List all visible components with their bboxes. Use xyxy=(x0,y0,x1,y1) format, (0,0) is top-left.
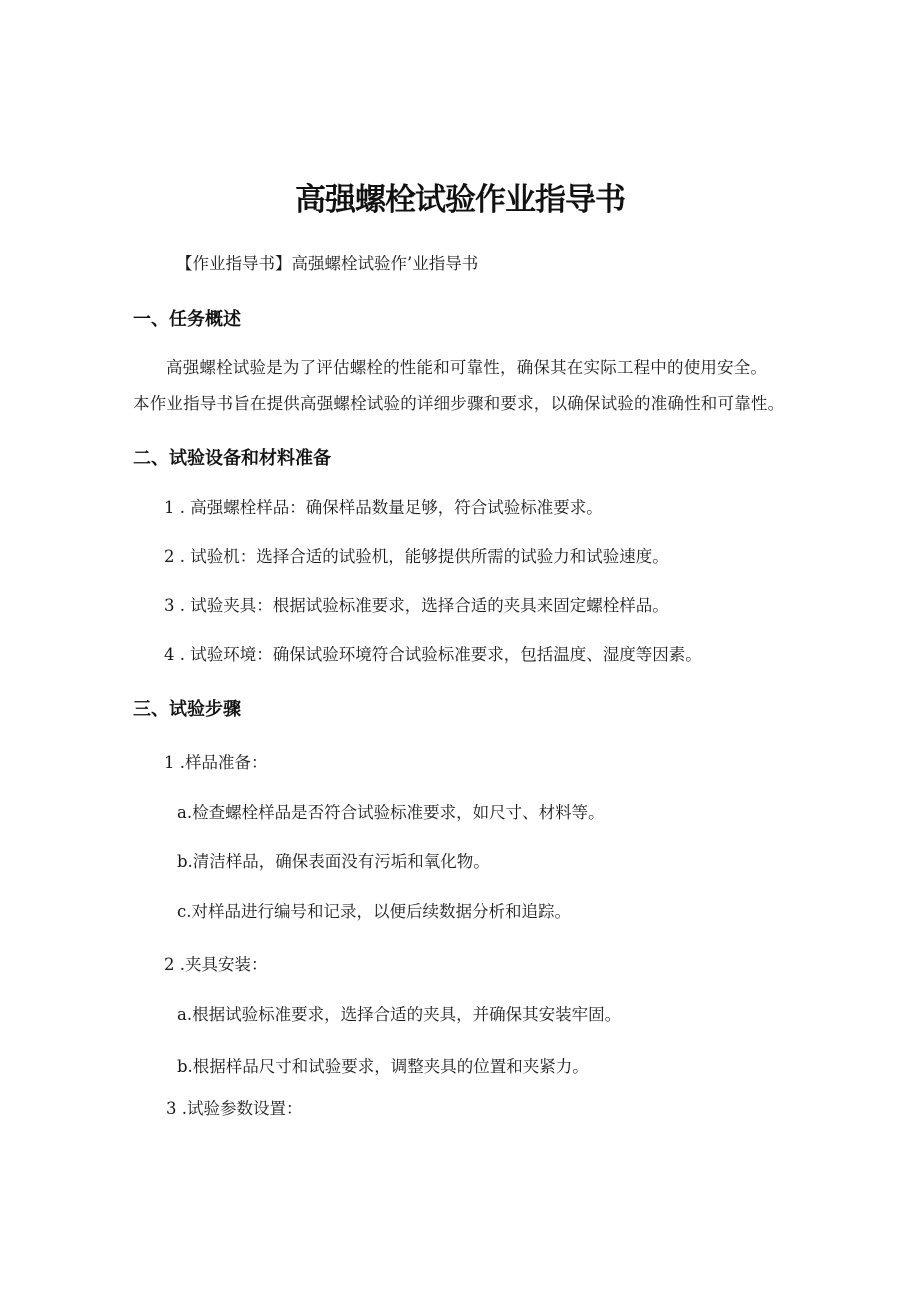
step-sub-item: b.清洁样品，确保表面没有污垢和氧化物。 xyxy=(177,852,490,871)
section-heading-equipment: 二、试验设备和材料准备 xyxy=(133,448,331,469)
overview-paragraph-line-2: 本作业指导书旨在提供高强螺栓试验的详细步骤和要求，以确保试验的准确性和可靠性。 xyxy=(133,394,785,413)
step-label-parameter-setup: 3 .试验参数设置： xyxy=(166,1099,303,1118)
overview-paragraph-line-1: 高强螺栓试验是为了评估螺栓的性能和可靠性，确保其在实际工程中的使用安全。 xyxy=(166,358,768,377)
step-label-fixture-install: 2 .夹具安装： xyxy=(164,955,268,974)
step-sub-item: b.根据样品尺寸和试验要求，调整夹具的位置和夹紧力。 xyxy=(177,1057,589,1076)
step-sub-item: c.对样品进行编号和记录，以便后续数据分析和追踪。 xyxy=(177,902,571,921)
document-subtitle: 【作业指导书】高强螺栓试验作’业指导书 xyxy=(176,254,479,273)
document-title: 高强螺栓试验作业指导书 xyxy=(295,182,625,218)
equipment-item: 2 . 试验机：选择合适的试验机，能够提供所需的试验力和试验速度。 xyxy=(164,547,669,566)
step-sub-item: a.检查螺栓样品是否符合试验标准要求，如尺寸、材料等。 xyxy=(177,803,605,822)
section-heading-steps: 三、试验步骤 xyxy=(133,699,241,720)
equipment-item: 1 . 高强螺栓样品：确保样品数量足够，符合试验标准要求。 xyxy=(164,498,603,517)
step-sub-item: a.根据试验标准要求，选择合适的夹具，并确保其安装牢固。 xyxy=(177,1005,622,1024)
section-heading-overview: 一、任务概述 xyxy=(133,309,241,330)
step-label-sample-prep: 1 .样品准备： xyxy=(164,753,268,772)
equipment-item: 3 . 试验夹具：根据试验标准要求，选择合适的夹具来固定螺栓样品。 xyxy=(164,596,669,615)
equipment-item: 4 . 试验环境：确保试验环境符合试验标准要求，包括温度、湿度等因素。 xyxy=(164,645,702,664)
